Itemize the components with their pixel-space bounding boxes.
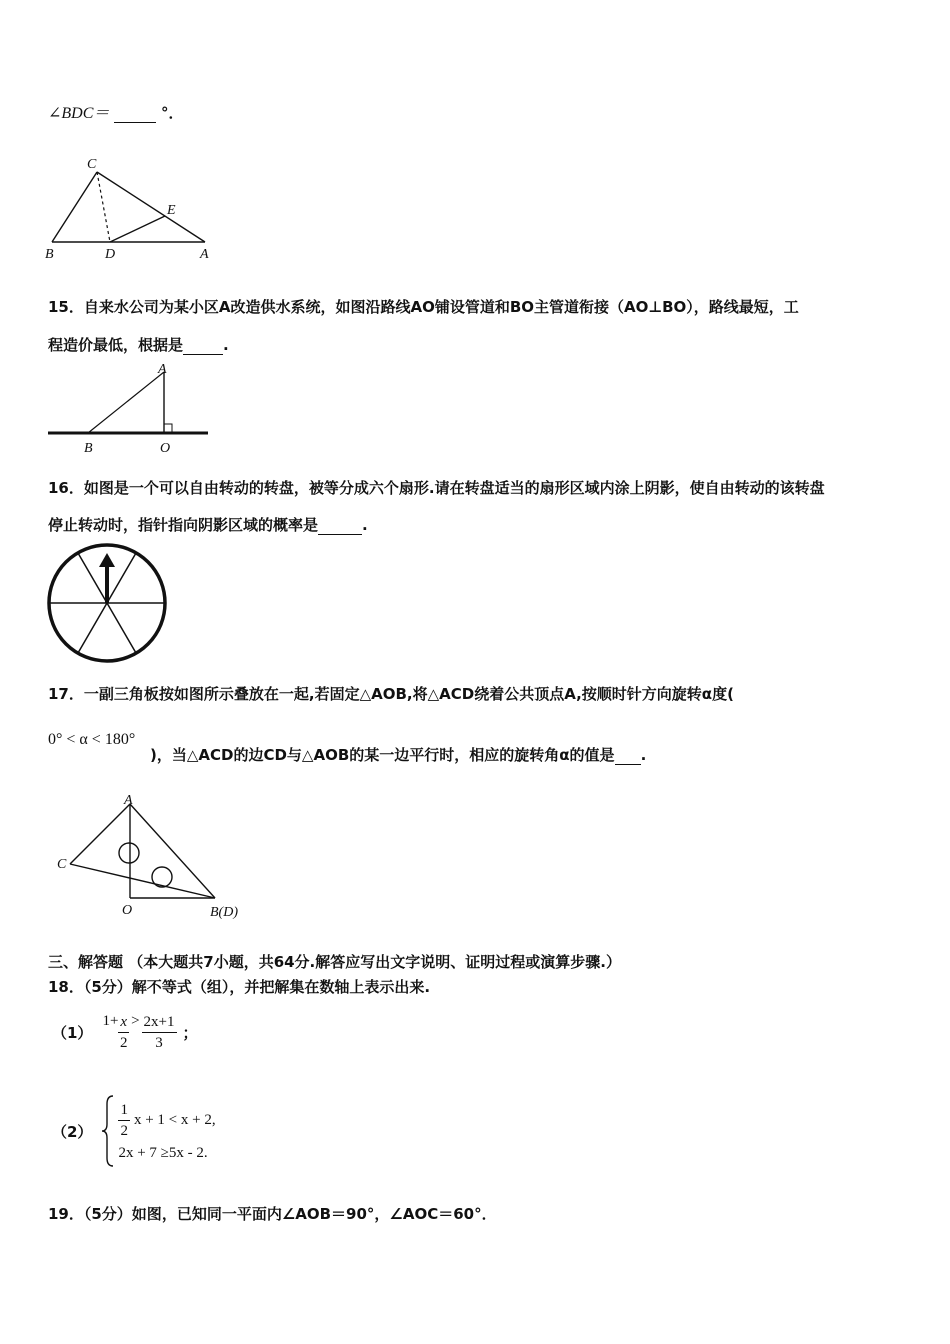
q14-label-d: D	[105, 247, 116, 262]
q15-text-line1: 自来水公司为某小区A改造供水系统，如图沿路线AO铺设管道和BO主管道衔接（AO⊥BO），路线最短，工	[83, 298, 799, 316]
q17-label-bd: B(D)	[210, 905, 238, 920]
q18-part1-frac1-den: 2	[119, 1035, 128, 1051]
q15-answer-blank[interactable]	[183, 336, 223, 355]
q15-label-b: B	[84, 441, 93, 456]
q15-text-line2: 程造价最低，根据是	[48, 336, 184, 354]
q18-part2-frac-num: 1	[118, 1100, 130, 1121]
q16-line2-end: .	[362, 516, 368, 534]
q17-label-c: C	[57, 857, 67, 872]
q15-line1	[48, 296, 799, 317]
q15-label-a: A	[158, 362, 167, 377]
q18-part1-label: （1）	[52, 1024, 93, 1042]
q16-text-line1: 如图是一个可以自由转动的转盘，被等分成六个扇形.请在转盘适当的扇形区域内涂上阴影，使自由转动的该转盘	[83, 479, 825, 497]
q16-spinner-figure	[46, 543, 170, 665]
q18-part2-brace-icon	[100, 1094, 116, 1168]
q17-range	[48, 730, 135, 749]
q16-text-line2: 停止转动时，指针指向阴影区域的概率是	[48, 516, 319, 534]
q18-part2-system	[118, 1100, 215, 1162]
q18-part2-line1	[118, 1100, 215, 1141]
q18-part2-line1-rest: x + 1 < x + 2,	[133, 1112, 216, 1128]
q19-text: （5分）如图，已知同一平面内∠AOB＝90°，∠AOC＝60°．	[83, 1205, 497, 1223]
q16-line2	[48, 514, 368, 535]
q15-figure	[40, 360, 220, 458]
q14-label-c: C	[87, 157, 97, 172]
q19-number: 19．	[48, 1205, 84, 1223]
q18-part1-gt: >	[131, 1013, 140, 1029]
q18-part1-one-plus: 1+	[102, 1013, 119, 1029]
q16-number: 16．	[48, 479, 84, 497]
q18-part1-frac1-num: x	[118, 1012, 129, 1033]
q17-text-line1: 一副三角板按如图所示叠放在一起,若固定△AOB,将△ACD绕着公共顶点A,按顺时针方向旋转α度(	[83, 685, 734, 703]
q17-hole-circle-2	[152, 867, 172, 887]
q17-range-expr: 0° < α < 180°	[48, 731, 136, 748]
q18-part2-label: （2）	[52, 1122, 93, 1141]
q18-part2-line2: 2x + 7 ≥5x - 2.	[118, 1145, 208, 1161]
q16-pointer-arrow-icon	[99, 553, 115, 567]
q18-part2	[52, 1094, 216, 1168]
q18-part1-frac2-num: 2x+1	[142, 1012, 177, 1033]
q14-answer-line	[48, 100, 184, 123]
q15-line2-end: .	[223, 336, 229, 354]
q17-line1	[48, 683, 734, 704]
q15-line2	[48, 334, 229, 355]
q18-part1-frac2-den: 3	[155, 1035, 163, 1051]
section3-note: （本大题共7小题，共64分.解答应写出文字说明、证明过程或演算步骤.）	[128, 953, 621, 971]
q14-answer-blank[interactable]	[114, 104, 156, 123]
q17-label-o: O	[122, 903, 133, 918]
q14-figure	[40, 150, 230, 265]
q18-part1-frac2	[142, 1012, 177, 1053]
q17-line-cd	[70, 864, 215, 898]
q17-number: 17．	[48, 685, 84, 703]
q17-line2-end: .	[640, 746, 647, 764]
q18-stem-line	[48, 976, 430, 997]
q14-label-e: E	[167, 203, 176, 218]
section3-title: 三、解答题	[48, 953, 124, 971]
q14-line-cd-dashed	[97, 172, 110, 242]
q14-line-de	[110, 216, 165, 242]
q16-answer-blank[interactable]	[318, 516, 362, 535]
q15-line-ab	[88, 372, 164, 433]
q14-line-ca	[97, 172, 205, 242]
q18-part2-frac-den: 2	[120, 1123, 128, 1139]
q18-part2-line2-wrap	[118, 1143, 215, 1162]
q17-line2	[150, 744, 646, 765]
q18-stem: （5分）解不等式（组），并把解集在数轴上表示出来.	[83, 978, 431, 996]
q18-part1-end: ；	[182, 1024, 198, 1042]
q14-label-b: B	[45, 247, 54, 262]
q17-line-ac	[70, 804, 130, 864]
q14-label-a: A	[200, 247, 209, 262]
q18-part1	[52, 1012, 198, 1053]
q18-number: 18．	[48, 978, 84, 996]
q14-line-bc	[52, 172, 97, 242]
q17-text-line2: )，当△ACD的边CD与△AOB的某一边平行时，相应的旋转角α的值是	[150, 746, 615, 764]
q17-hole-circle-1	[119, 843, 139, 863]
q14-prefix: ∠BDC＝	[48, 105, 110, 122]
q18-part2-frac	[118, 1100, 130, 1141]
q17-label-a: A	[124, 793, 133, 808]
q16-line1	[48, 477, 825, 498]
q17-line-ab	[130, 804, 215, 898]
q15-number: 15．	[48, 298, 84, 316]
q17-answer-blank[interactable]	[615, 746, 641, 765]
q14-suffix: °．	[160, 104, 184, 122]
section3-heading	[48, 951, 621, 972]
q19-line	[48, 1203, 497, 1224]
q17-figure	[52, 790, 252, 925]
q15-label-o: O	[160, 441, 171, 456]
q18-part1-frac1	[118, 1012, 129, 1053]
